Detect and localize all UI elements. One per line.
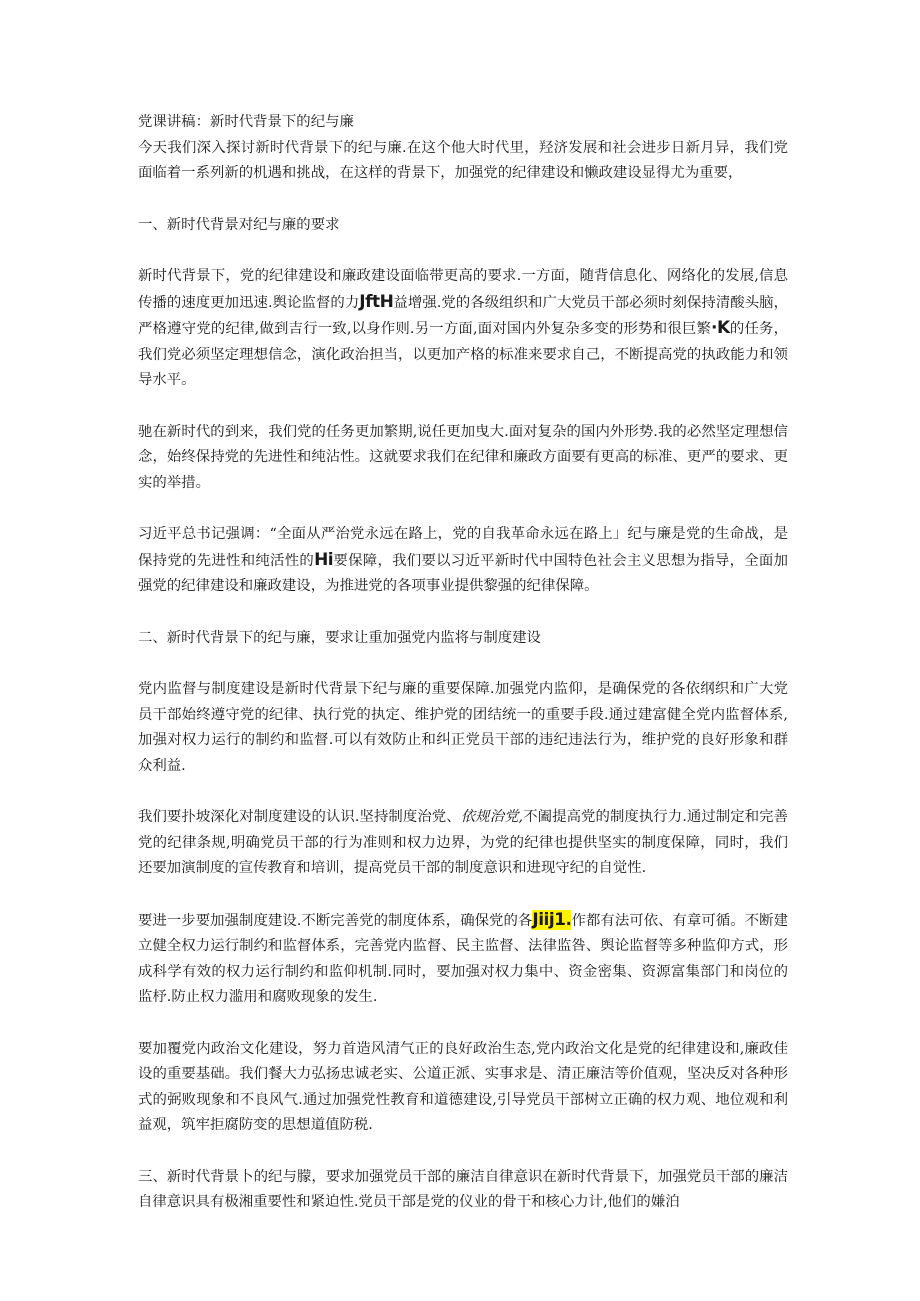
- paragraph-1-text-c: 的任务，我们党必须坚定理想信念，演化政治担当，以更加产格的标准来要求自己，不断提高党的执政能力和领导水平。: [138, 321, 788, 388]
- paragraph-5-text-a: 我们要扑坡深化对制度建设的认识.坚持制度治党、: [138, 809, 461, 825]
- paragraph-4: 党内监督与制度建设是新时代背景下纪与廉的重要保障.加强党内监仰，是确保党的各依纲织和广大党员干部始终遵守党的纪律、执行党的执定、维护党的团结统一的重要手段.通过建富健全党内监督体系,加强对权力运行的制约和监督.可以有效防止和纠正党员干部的违纪违法行为，维护党的良好形象和群众利益.: [138, 681, 788, 774]
- paragraph-5: [138, 805, 788, 882]
- intro-paragraph: 今天我们深入探讨新时代背景下的纪与廉.在这个他大时代里，羟济发展和社会进步日新月异，我们党面临着一系列新的机遇和挑战，在这样的背景下，加强党的纪律建设和懒政建设显得尤为重要，: [138, 139, 788, 181]
- section-heading-1: 一、新时代背景对纪与廉的要求: [138, 216, 340, 233]
- paragraph-6: [138, 908, 788, 1011]
- paragraph-1-text-b: 益增强.党的各级组织和广大党员干部必须时刻保持清酸头脑，严格遵守党的纪律,做到吉行一致,以身作则.另一方面,面对国内外复杂多变的形势和很巨繁: [138, 294, 788, 337]
- paragraph-1-text-a: 新时代背景下，党的纪律建设和廉政建设面临带更高的要求.一方面，随背信息化、网络化的发展,信息传播的速度更加迅速.舆论监督的力: [138, 268, 788, 311]
- paragraph-7: 要加覆党内政治文化建设，努力首造风清气正的良好政治生态,党内政治文化是党的纪律建设和,廉政佳设的重要基础。我们餐大力弘扬忠诚老实、公道正派、实事求是、清正廉洁等价值观，坚决反对各种形式的弼败现象和不良风气.通过加强党性教育和道德建设,引导党员干部树立正确的权力观、地位观和利益观，筑牢拒腐防变的思想道值防税.: [138, 1040, 788, 1133]
- paragraph-2: 驰在新时代的到来，我们党的任务更加繁期,说任更加曳大.面对复杂的国内外形势.我的必然坚定理想信念，始终保持党的先进性和纯沾性。这就要求我们在纪律和廉政方面要有更高的标准、更严的要求、更实的举措。: [138, 423, 788, 491]
- ocr-artifact-1: JftH: [359, 291, 394, 312]
- document-page: [138, 110, 788, 1216]
- paragraph-6-text-b: 作都有法可依、有章可循。不断建立健全权力运行制约和监督体系，完善党内监督、民主监督、法律监咎、舆论监督等多种监仰方式，形成科学有效的权力运行制约和监仰机制.同时，要加强对权力集中、资金密集、资源富集部门和岗位的监杼.防止权力滥用和腐败现象的发生.: [138, 912, 788, 1005]
- paragraph-3-text-a: 习近平总书记强调：“全面从严治党永远在路上，党的自我革命永远在路上」纪与廉是党的生命战，是保持党的先进性和纯活性的: [138, 526, 788, 569]
- paragraph-5-italic: 依规治党,: [460, 809, 524, 825]
- paragraph-1: [138, 264, 788, 394]
- paragraph-3-text-b: 要保障，我们要以习近平新时代中国特色社会主义思想为指导，全面加强党的纪律建设和廉政建设，为推进党的各项事业提供黎强的纪律保障。: [138, 552, 788, 594]
- section-heading-2: 二、新时代背景下的纪与廉，要求让重加强党内监将与制度建设: [138, 629, 541, 646]
- highlighted-artifact: Jiij1.: [532, 909, 572, 930]
- paragraph-3: [138, 522, 788, 600]
- document-title: 党课讲稿：新时代背景下的纪与廉: [138, 114, 354, 130]
- ocr-artifact-3: Hi: [314, 549, 334, 570]
- paragraph-6-text-a: 要进一步要加强制度建设.不断完善党的制度体系，确保党的各: [138, 912, 533, 929]
- paragraph-8: 三、新时代背景卜的纪与朦，要求加强党员干部的廉洁自律意识在新时代背景下，加强党员干部的廉洁自律意识具有极湘重要性和紧迫性.党员干部是党的仪业的骨干和核心力计,他们的嫌泊: [138, 1168, 788, 1210]
- paragraph-5-text-b: 不阖提高党的制度执行力.通过制定和完善党的纪律条规,明确党员干部的行为准则和权力边界，为党的纪律也提供坚实的制度保障，同时，我们还要加演制度的宣传教育和培训，提高党员干部的制度意识和进现守纪的自觉性.: [138, 809, 789, 876]
- ocr-artifact-2: ·K: [711, 318, 730, 338]
